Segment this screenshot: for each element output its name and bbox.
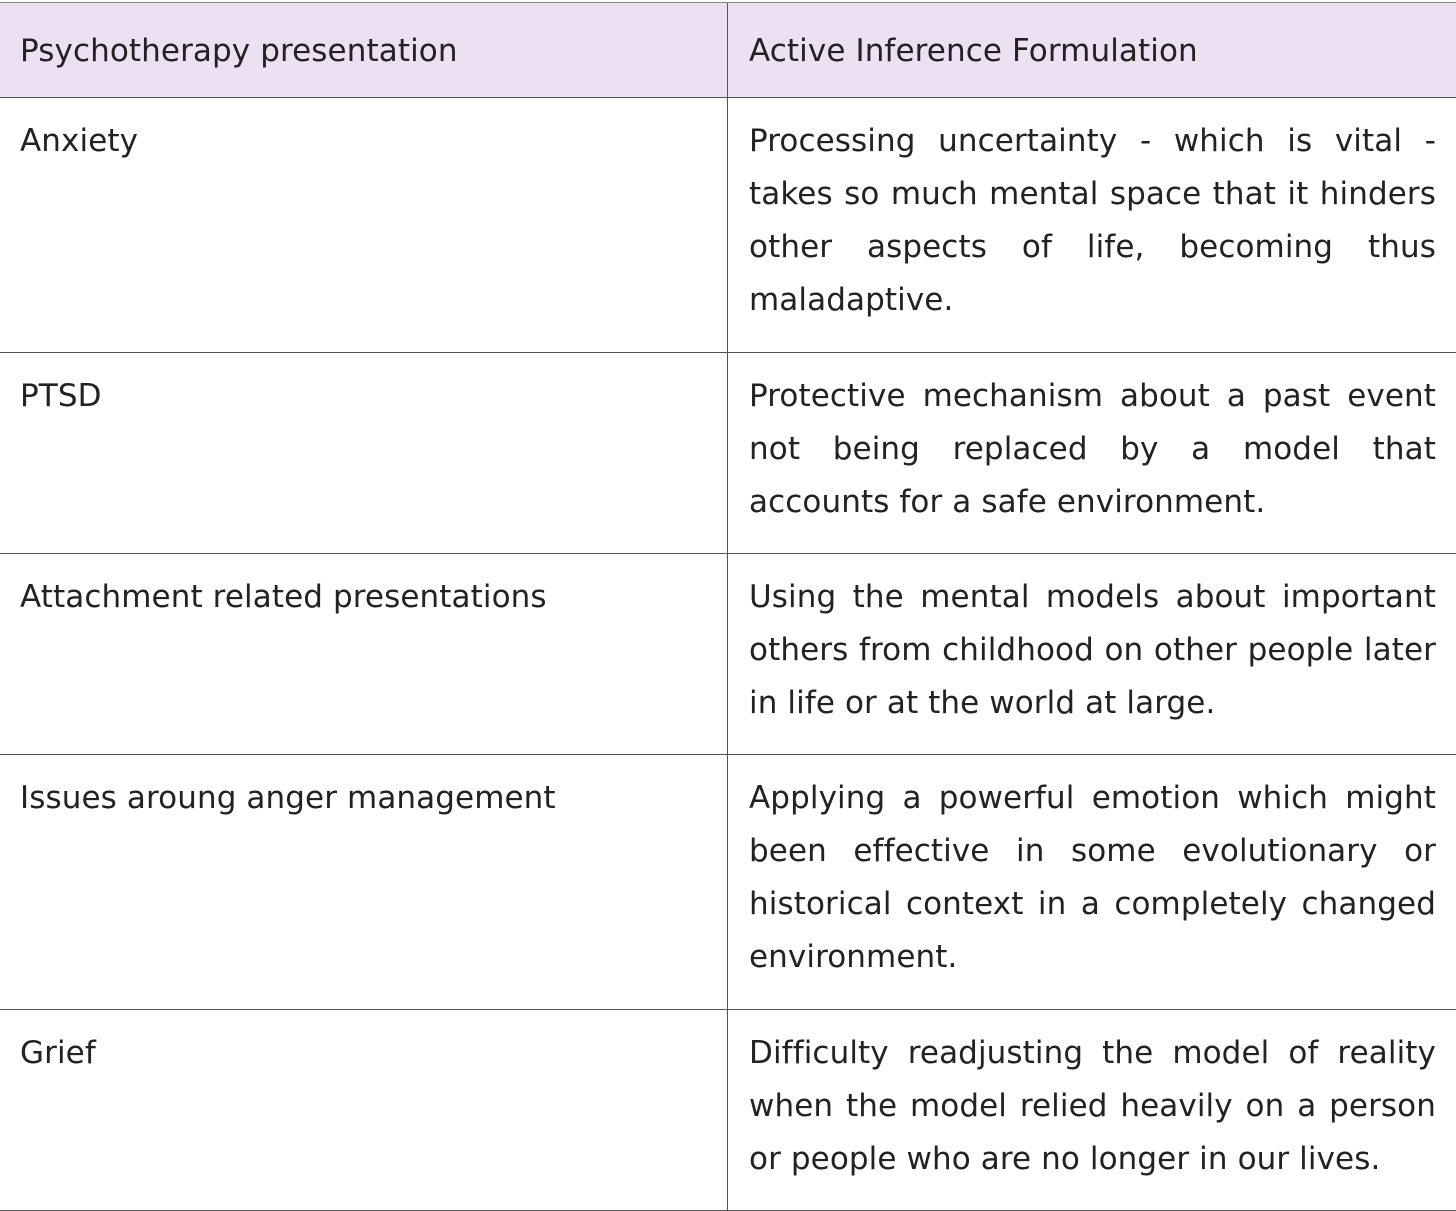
presentation-cell bbox=[0, 755, 728, 1009]
formulation-text: Using the mental models about important others from childhood on other people later in life or at the world at large. bbox=[749, 579, 1436, 721]
presentation-text: Anxiety bbox=[20, 123, 139, 159]
table-row bbox=[0, 554, 1456, 755]
header-label-presentation: Psychotherapy presentation bbox=[20, 33, 458, 69]
table-row bbox=[0, 755, 1456, 1010]
header-label-formulation: Active Inference Formulation bbox=[749, 33, 1198, 69]
presentation-cell bbox=[0, 98, 728, 352]
presentation-text: PTSD bbox=[20, 378, 102, 414]
formulation-cell bbox=[728, 554, 1456, 754]
formulation-text: Applying a powerful emotion which might been effective in some evolutionary or historical context in a completely changed environment. bbox=[749, 780, 1436, 975]
formulation-cell bbox=[728, 1010, 1456, 1210]
presentation-cell bbox=[0, 554, 728, 754]
presentation-text: Issues aroung anger management bbox=[20, 780, 556, 816]
formulation-cell bbox=[728, 755, 1456, 1009]
formulation-cell bbox=[728, 353, 1456, 553]
formulation-cell bbox=[728, 98, 1456, 352]
table-row bbox=[0, 353, 1456, 554]
table-row bbox=[0, 1010, 1456, 1211]
header-cell-presentation bbox=[0, 3, 728, 97]
presentation-cell bbox=[0, 1010, 728, 1210]
presentation-cell bbox=[0, 353, 728, 553]
table-header-row bbox=[0, 2, 1456, 98]
formulation-text: Difficulty readjusting the model of reality when the model relied heavily on a person or people who are no longer in our lives. bbox=[749, 1035, 1436, 1177]
formulation-text: Protective mechanism about a past event not being replaced by a model that accounts for a safe environment. bbox=[749, 378, 1436, 520]
header-cell-formulation bbox=[728, 3, 1456, 97]
presentation-text: Attachment related presentations bbox=[20, 579, 547, 615]
table-row bbox=[0, 98, 1456, 353]
formulation-text: Processing uncertainty - which is vital - takes so much mental space that it hinders other aspects of life, becoming thus maladaptive. bbox=[749, 123, 1436, 318]
presentation-text: Grief bbox=[20, 1035, 96, 1071]
